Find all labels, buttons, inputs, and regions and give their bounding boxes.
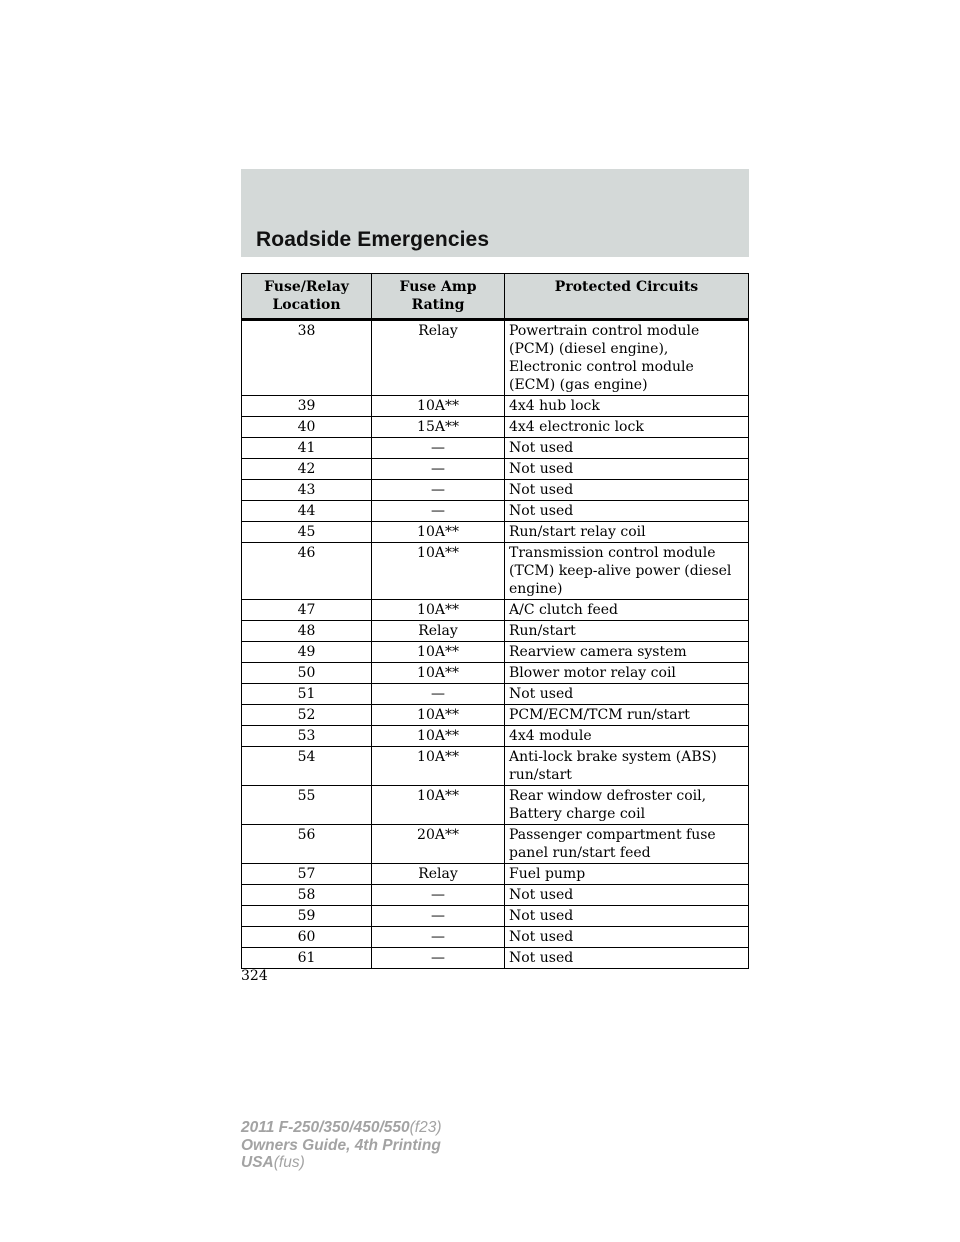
table-row	[242, 642, 749, 663]
cell-rating: —	[372, 438, 505, 459]
cell-circuit: Transmission control module (TCM) keep-alive power (diesel engine)	[505, 543, 749, 600]
table-row	[242, 320, 749, 396]
cell-location: 43	[242, 480, 372, 501]
table-row	[242, 522, 749, 543]
cell-rating: 10A**	[372, 396, 505, 417]
cell-circuit: Not used	[505, 927, 749, 948]
table-row	[242, 927, 749, 948]
footer-model: 2011 F-250/350/450/550	[241, 1119, 410, 1136]
table-body	[242, 320, 749, 969]
cell-rating: —	[372, 885, 505, 906]
cell-circuit: Rear window defroster coil, Battery charge coil	[505, 786, 749, 825]
print-footer	[241, 1119, 442, 1172]
cell-circuit: Blower motor relay coil	[505, 663, 749, 684]
cell-rating: —	[372, 927, 505, 948]
cell-circuit: Fuel pump	[505, 864, 749, 885]
footer-edition: Owners Guide, 4th Printing	[241, 1136, 441, 1154]
page-number: 324	[241, 968, 268, 984]
cell-circuit: Passenger compartment fuse panel run/start feed	[505, 825, 749, 864]
cell-location: 55	[242, 786, 372, 825]
cell-circuit: Anti-lock brake system (ABS) run/start	[505, 747, 749, 786]
cell-rating: Relay	[372, 320, 505, 396]
cell-rating: 10A**	[372, 726, 505, 747]
fuse-table	[241, 273, 749, 969]
column-header-circuits: Protected Circuits	[505, 274, 749, 320]
cell-circuit: 4x4 hub lock	[505, 396, 749, 417]
cell-rating: 10A**	[372, 543, 505, 600]
cell-location: 54	[242, 747, 372, 786]
cell-rating: 10A**	[372, 705, 505, 726]
cell-rating: Relay	[372, 864, 505, 885]
cell-rating: 10A**	[372, 642, 505, 663]
table-row	[242, 417, 749, 438]
cell-location: 61	[242, 948, 372, 969]
cell-location: 48	[242, 621, 372, 642]
table-row	[242, 480, 749, 501]
cell-rating: 10A**	[372, 747, 505, 786]
cell-circuit: PCM/ECM/TCM run/start	[505, 705, 749, 726]
cell-location: 59	[242, 906, 372, 927]
table-row	[242, 864, 749, 885]
cell-location: 42	[242, 459, 372, 480]
table-row	[242, 948, 749, 969]
cell-circuit: Not used	[505, 684, 749, 705]
cell-rating: —	[372, 480, 505, 501]
column-header-location: Fuse/Relay Location	[242, 274, 372, 320]
cell-circuit: Powertrain control module (PCM) (diesel engine), Electronic control module (ECM) (gas engine)	[505, 320, 749, 396]
table-row	[242, 459, 749, 480]
cell-circuit: Not used	[505, 438, 749, 459]
cell-rating: —	[372, 501, 505, 522]
cell-location: 38	[242, 320, 372, 396]
table-row	[242, 438, 749, 459]
cell-rating: —	[372, 948, 505, 969]
cell-location: 50	[242, 663, 372, 684]
cell-rating: 10A**	[372, 663, 505, 684]
table-row	[242, 705, 749, 726]
table-header-row	[242, 274, 749, 320]
footer-market-code: (fus)	[273, 1154, 305, 1171]
column-header-rating: Fuse Amp Rating	[372, 274, 505, 320]
table-row	[242, 726, 749, 747]
footer-market: USA	[241, 1154, 274, 1171]
cell-location: 41	[242, 438, 372, 459]
cell-location: 52	[242, 705, 372, 726]
cell-circuit: Run/start	[505, 621, 749, 642]
section-title: Roadside Emergencies	[256, 228, 490, 251]
cell-location: 45	[242, 522, 372, 543]
table-row	[242, 543, 749, 600]
cell-circuit: 4x4 module	[505, 726, 749, 747]
cell-location: 46	[242, 543, 372, 600]
cell-rating: —	[372, 906, 505, 927]
footer-model-code: (f23)	[409, 1119, 442, 1136]
cell-location: 56	[242, 825, 372, 864]
cell-circuit: Rearview camera system	[505, 642, 749, 663]
cell-rating: 20A**	[372, 825, 505, 864]
cell-location: 53	[242, 726, 372, 747]
cell-rating: 10A**	[372, 522, 505, 543]
cell-location: 60	[242, 927, 372, 948]
cell-circuit: Not used	[505, 885, 749, 906]
cell-circuit: Not used	[505, 948, 749, 969]
cell-location: 47	[242, 600, 372, 621]
cell-location: 40	[242, 417, 372, 438]
table-row	[242, 885, 749, 906]
cell-circuit: 4x4 electronic lock	[505, 417, 749, 438]
cell-circuit: Not used	[505, 480, 749, 501]
cell-location: 39	[242, 396, 372, 417]
cell-rating: Relay	[372, 621, 505, 642]
cell-circuit: Run/start relay coil	[505, 522, 749, 543]
cell-location: 44	[242, 501, 372, 522]
table-row	[242, 825, 749, 864]
cell-rating: 15A**	[372, 417, 505, 438]
cell-location: 57	[242, 864, 372, 885]
cell-circuit: Not used	[505, 501, 749, 522]
cell-location: 58	[242, 885, 372, 906]
cell-circuit: Not used	[505, 906, 749, 927]
cell-circuit: Not used	[505, 459, 749, 480]
table-row	[242, 786, 749, 825]
table-row	[242, 396, 749, 417]
cell-rating: —	[372, 684, 505, 705]
cell-rating: 10A**	[372, 600, 505, 621]
table-row	[242, 663, 749, 684]
table-row	[242, 621, 749, 642]
cell-circuit: A/C clutch feed	[505, 600, 749, 621]
cell-location: 51	[242, 684, 372, 705]
cell-rating: —	[372, 459, 505, 480]
cell-location: 49	[242, 642, 372, 663]
table-row	[242, 501, 749, 522]
cell-rating: 10A**	[372, 786, 505, 825]
table-row	[242, 906, 749, 927]
table-row	[242, 684, 749, 705]
table-row	[242, 600, 749, 621]
table-row	[242, 747, 749, 786]
